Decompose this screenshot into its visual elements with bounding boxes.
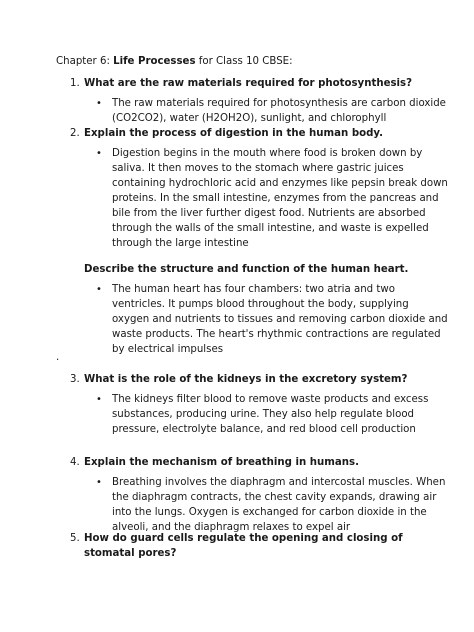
answer-line: into the lungs. Oxygen is exchanged for carbon dioxide in the: [112, 507, 427, 518]
answer-line: The human heart has four chambers: two atria and two: [112, 284, 395, 295]
question-number: 3.: [70, 374, 80, 385]
answer-line: alveoli, and the diaphragm relaxes to expel air: [112, 522, 351, 533]
answer-line: The kidneys filter blood to remove waste products and excess: [112, 394, 429, 405]
answer-line: Digestion begins in the mouth where food is broken down by: [112, 148, 423, 159]
answer-paragraph: [112, 392, 428, 437]
answer-line: by electrical impulses: [112, 344, 224, 355]
answer-line: substances, producing urine. They also help regulate blood: [112, 409, 415, 420]
answer-line: through the walls of the small intestine, and waste is expelled: [112, 223, 429, 234]
question-text: What is the role of the kidneys in the excretory system?: [84, 374, 408, 385]
bullet-icon: •: [96, 98, 102, 109]
answer-line: oxygen and nutrients to tissues and removing carbon dioxide and: [112, 314, 448, 325]
title-suffix: for Class 10 CBSE:: [195, 56, 293, 67]
question-text: Explain the process of digestion in the human body.: [84, 128, 384, 139]
question-number: 2.: [70, 128, 80, 139]
answer-line: the diaphragm contracts, the chest cavity expands, drawing air: [112, 492, 437, 503]
question-text: [84, 531, 403, 561]
answer-line: saliva. It then moves to the stomach where gastric juices: [112, 163, 404, 174]
answer-line: bile from the liver further digest food. Nutrients are absorbed: [112, 208, 426, 219]
question-text: Explain the mechanism of breathing in humans.: [84, 457, 359, 468]
question-text: What are the raw materials required for photosynthesis?: [84, 78, 413, 89]
question-number: 5.: [70, 533, 80, 544]
question-line: How do guard cells regulate the opening and closing of: [84, 533, 403, 544]
answer-line: containing hydrochloric acid and enzymes like pepsin break down: [112, 178, 448, 189]
answer-line: waste products. The heart's rhythmic contractions are regulated: [112, 329, 441, 340]
title-bold: Life Processes: [113, 56, 196, 67]
answer-line: proteins. In the small intestine, enzymes from the pancreas and: [112, 193, 439, 204]
answer-paragraph: [112, 146, 448, 251]
answer-line: pressure, electrolyte balance, and red blood cell production: [112, 424, 416, 435]
answer-paragraph: [112, 475, 445, 535]
question-number: 4.: [70, 457, 80, 468]
document-title: [56, 54, 293, 69]
answer-paragraph: [112, 96, 446, 126]
stray-mark: .: [56, 352, 60, 363]
answer-line: The raw materials required for photosynthesis are carbon dioxide: [112, 98, 446, 109]
bullet-icon: •: [96, 284, 102, 295]
bullet-icon: •: [96, 394, 102, 405]
answer-paragraph: [112, 282, 448, 357]
answer-line: (CO2CO2), water (H2OH2O), sunlight, and chlorophyll: [112, 113, 387, 124]
title-prefix: Chapter 6:: [56, 56, 114, 67]
question-line: stomatal pores?: [84, 548, 177, 559]
bullet-icon: •: [96, 477, 102, 488]
question-text: Describe the structure and function of the human heart.: [84, 264, 409, 275]
answer-line: ventricles. It pumps blood throughout the body, supplying: [112, 299, 409, 310]
bullet-icon: •: [96, 148, 102, 159]
answer-line: Breathing involves the diaphragm and intercostal muscles. When: [112, 477, 446, 488]
question-number: 1.: [70, 78, 80, 89]
answer-line: through the large intestine: [112, 238, 249, 249]
